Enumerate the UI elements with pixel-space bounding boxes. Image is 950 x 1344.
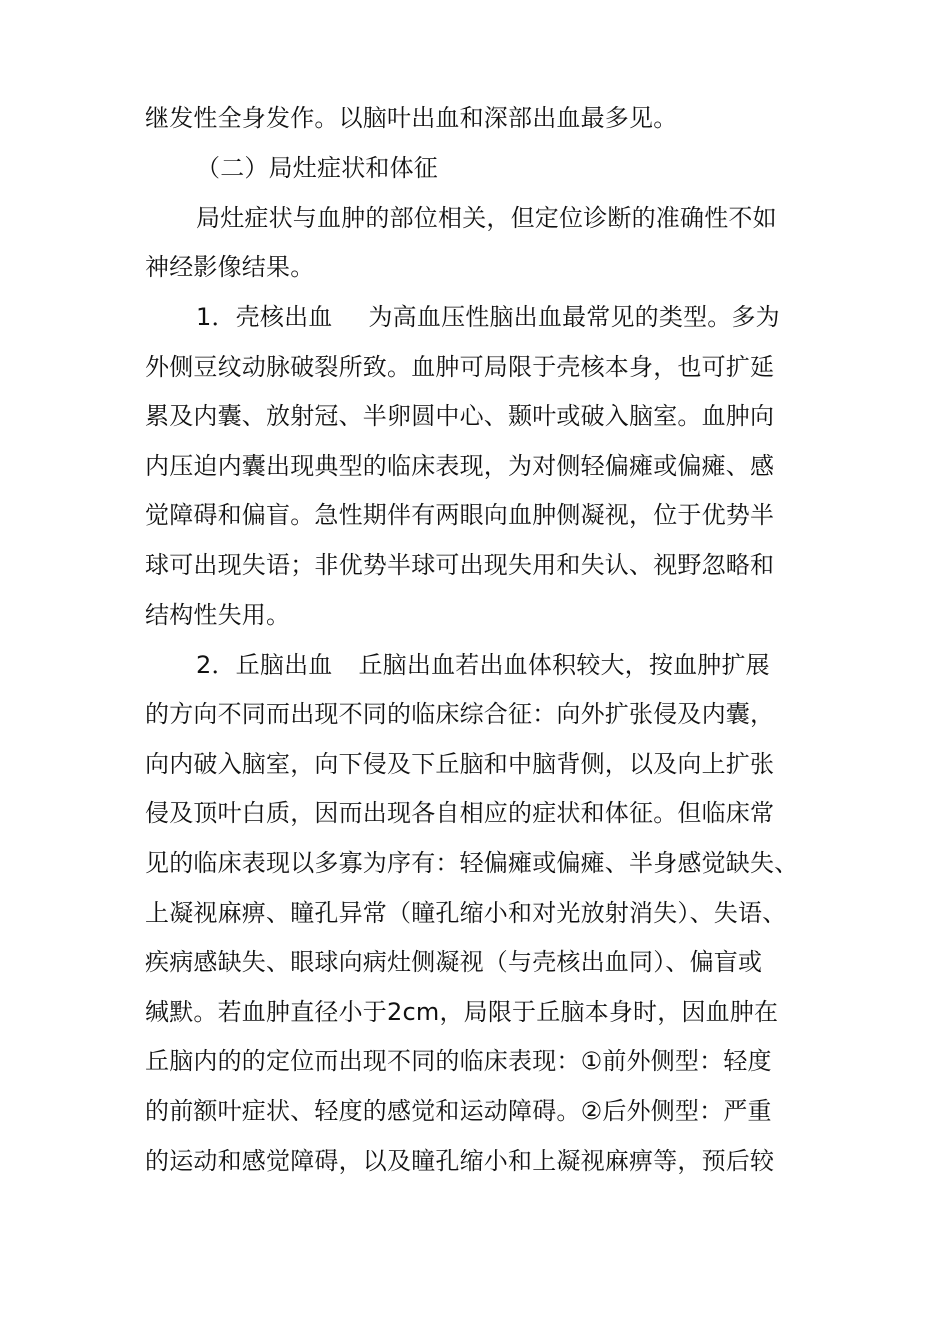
text-line: 内压迫内囊出现典型的临床表现，为对侧轻偏瘫或偏瘫、感 (145, 452, 775, 480)
text-line: 结构性失用。 (145, 601, 291, 629)
text-line: 外侧豆纹动脉破裂所致。血肿可局限于壳核本身，也可扩延 (145, 353, 775, 381)
text-span: 为高血压性脑出血最常见的类型。多为 (368, 303, 780, 331)
text-line: 上凝视麻痹、瞳孔异常（瞳孔缩小和对光放射消失）、失语、 (145, 899, 787, 927)
text-line: 继发性全身发作。以脑叶出血和深部出血最多见。 (145, 104, 678, 132)
text-line: 侵及顶叶白质，因而出现各自相应的症状和体征。但临床常 (145, 799, 775, 827)
text-line: 球可出现失语；非优势半球可出现失用和失认、视野忽略和 (145, 551, 775, 579)
text-line: 的前额叶症状、轻度的感觉和运动障碍。②后外侧型：严重 (145, 1097, 772, 1125)
text-line: 神经影像结果。 (145, 253, 315, 281)
text-line: 疾病感缺失、眼球向病灶侧凝视（与壳核出血同）、偏盲或 (145, 948, 763, 976)
text-span: 丘脑出血若出血体积较大，按血肿扩展 (358, 651, 770, 679)
text-line: 缄默。若血肿直径小于2cm，局限于丘脑本身时，因血肿在 (145, 998, 779, 1026)
text-line: 觉障碍和偏盲。急性期伴有两眼向血肿侧凝视，位于优势半 (145, 501, 775, 529)
numbered-paragraph-start (196, 650, 770, 680)
text-line: 的运动和感觉障碍，以及瞳孔缩小和上凝视麻痹等，预后较 (145, 1147, 775, 1175)
text-line: 局灶症状与血肿的部位相关，但定位诊断的准确性不如 (196, 204, 777, 232)
section-heading: （二）局灶症状和体征 (196, 154, 438, 182)
text-line: 累及内囊、放射冠、半卵圆中心、颞叶或破入脑室。血肿向 (145, 402, 775, 430)
item-heading: 2．丘脑出血 (196, 651, 333, 679)
text-line: 向内破入脑室，向下侵及下丘脑和中脑背侧，以及向上扩张 (145, 750, 775, 778)
text-line: 见的临床表现以多寡为序有：轻偏瘫或偏瘫、半身感觉缺失、 (145, 849, 799, 877)
numbered-paragraph-start (196, 302, 780, 332)
text-line: 丘脑内的的定位而出现不同的临床表现：①前外侧型：轻度 (145, 1047, 772, 1075)
item-heading: 1．壳核出血 (196, 303, 333, 331)
text-line: 的方向不同而出现不同的临床综合征：向外扩张侵及内囊， (145, 700, 775, 728)
